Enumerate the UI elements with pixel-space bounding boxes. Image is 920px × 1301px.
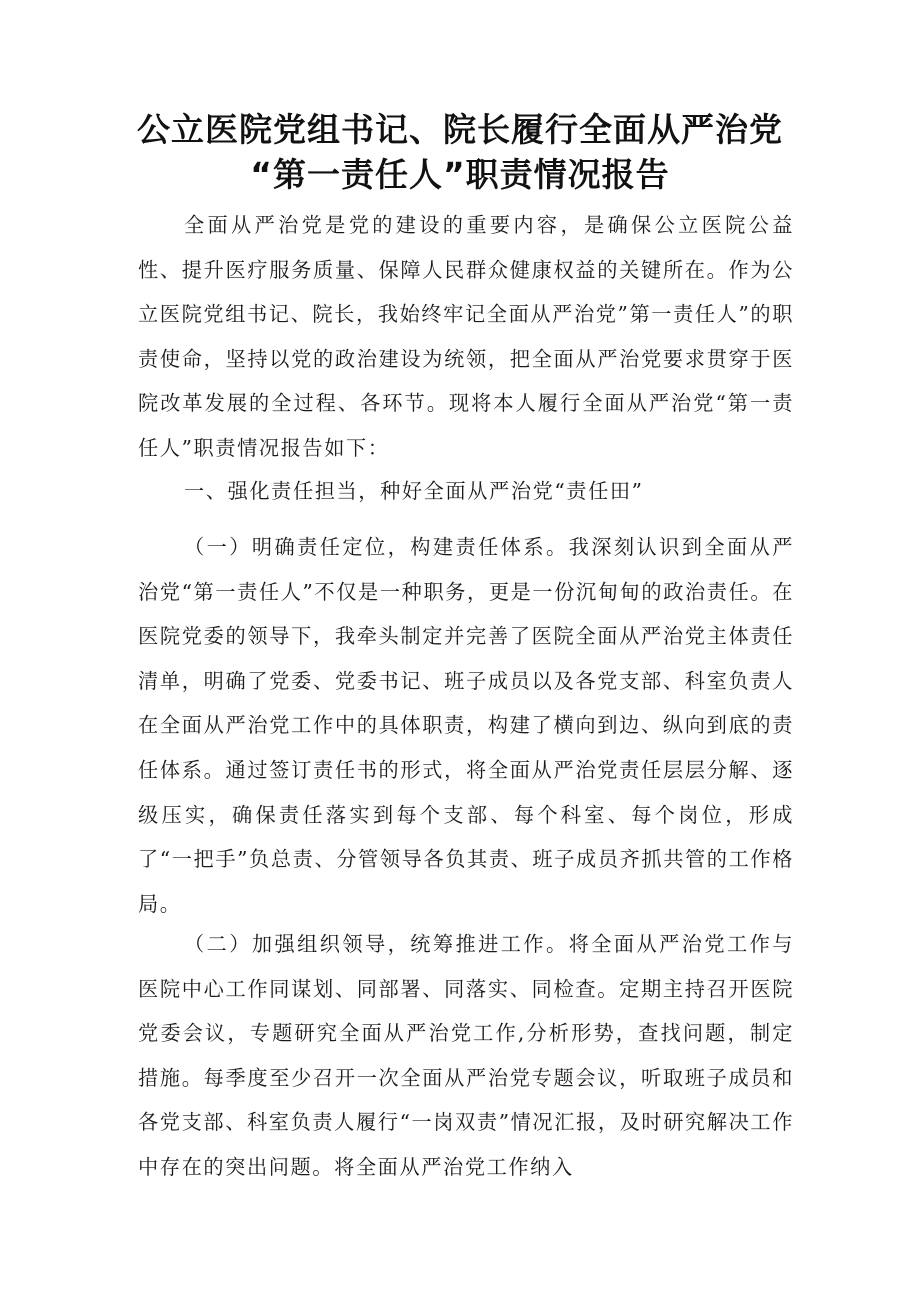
intro-paragraph: 全面从严治党是党的建设的重要内容，是确保公立医院公益性、提升医疗服务质量、保障人民群众健康权益的关键所在。作为公立医院党组书记、院长，我始终牢记全面从严治党”第一责任人”的职责使命，坚持以党的政治建设为统领，把全面从严治党要求贯穿于医院改革发展的全过程、各环节。现将本人履行全面从严治党“第一责任人”职责情况报告如下： [138, 213, 794, 460]
section-heading: 一、强化责任担当，种好全面从严治党“责任田” [184, 479, 644, 503]
paragraph-organizational-leadership: （二）加强组织领导，统筹推进工作。将全面从严治党工作与医院中心工作同谋划、同部署、同落实、同检查。定期主持召开医院党委会议，专题研究全面从严治党工作,分析形势，查找问题，制定措施。每季度至少召开一次全面从严治党专题会议，听取班子成员和各党支部、科室负责人履行“一岗双责”情况汇报，及时研究解决工作中存在的突出问题。将全面从严治党工作纳入 [138, 932, 794, 1179]
paragraph-responsibility-system: （一）明确责任定位，构建责任体系。我深刻认识到全面从严治党“第一责任人”不仅是一种职务，更是一份沉甸甸的政治责任。在医院党委的领导下，我牵头制定并完善了医院全面从严治党主体责任清单，明确了党委、党委书记、班子成员以及各党支部、科室负责人在全面从严治党工作中的具体职责，构建了横向到边、纵向到底的责任体系。通过签订责任书的形式，将全面从严治党责任层层分解、逐级压实，确保责任落实到每个支部、每个科室、每个岗位，形成了“一把手”负总责、分管领导各负其责、班子成员齐抓共管的工作格局。 [138, 535, 794, 916]
document-title-line-2: “第一责任人”职责情况报告 [250, 155, 670, 194]
document-title-line-1: 公立医院党组书记、院长履行全面从严治党 [137, 110, 783, 149]
